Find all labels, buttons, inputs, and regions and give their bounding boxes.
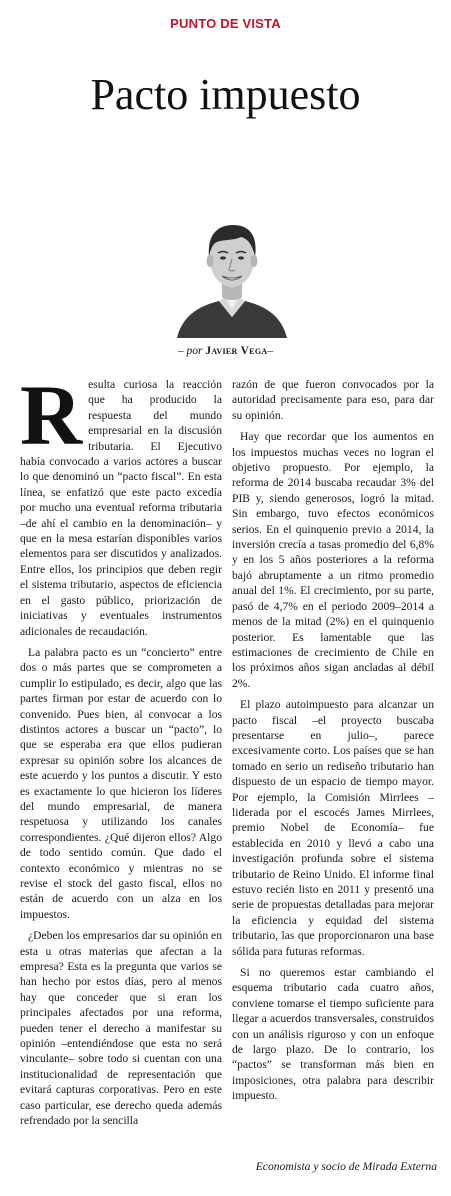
section-label: PUNTO DE VISTA xyxy=(170,16,281,31)
byline-prefix: – por xyxy=(177,345,203,357)
article-paragraph: El plazo autoimpuesto para alcanzar un pacto fiscal –el proyecto buscaba presentarse en julio–, parece excesivamente corto. Los países que se han tomado en serio un rediseño tributario han dispuesto de un espacio de tiempo mayor. Por ejemplo, la Comisión Mirrlees –liderada por el escocés James Mirrlees, premio Nobel de Economía– fue establecida en 2010 y llevó a cabo una investigación profunda sobre el sistema tributario de Reino Unido. El informe final estuvo recién listo en 2011 y presentó una serie de propuestas detalladas para mejorar la eficiencia y equidad del sistema tributario, las que proporcionaron una base sólida para futuras reformas. xyxy=(232,698,434,958)
author-credit: Economista y socio de Mirada Externa xyxy=(255,1160,437,1173)
article-paragraph: La palabra pacto es un “concierto” entre dos o más partes que se comprometen a cumplir lo estipulado, es decir, algo que las partes firman por estar de acuerdo con lo convenido. Pues bien, al convocar a los distintos actores a buscar un “pacto”, lo que se esperaba era que ellos pudieran expresar su opinión sobre los alcances de este acuerdo y los puntos a discutir. Y esto es exactamente lo que hicieron los líderes del mundo empresarial, de manera respetuosa y utilizando los canales correspondientes. ¿Qué dijeron ellos? Algo de todo sentido común. Que dado el contexto económico y mientras no se revise el stock del gasto fiscal, ellos no están de acuerdo con un alza en los impuestos. xyxy=(20,645,222,921)
article-column-left xyxy=(20,367,222,1135)
headline: Pacto impuesto xyxy=(90,70,361,120)
article-paragraph: ¿Deben los empresarios dar su opinión en esta u otras materias que afectan a la empresa? Esta es la pregunta que varios se han hecho por estos días, pero al menos hay que conceder que si eran los principales afectados por una reforma, pueden tener el derecho a manifestar su opinión –entendiéndose que esta no será vinculante– sobre todo si cuentan con una institucionalidad de representación que evitará capturas corporativas. Pero en este caso particular, ese derecho queda además refrendado por la sencilla xyxy=(20,929,222,1128)
article-paragraph: razón de que fueron convocados por la autoridad precisamente para eso, para dar su opinión. xyxy=(232,378,434,422)
article-column-right xyxy=(232,377,434,1110)
drop-cap: R xyxy=(20,367,83,463)
author-portrait xyxy=(173,213,291,338)
article-paragraph: Resulta curiosa la reacción que ha producido la respuesta del mundo empresarial en la discusión tributaria. El Ejecutivo había convocado a varios actores a buscar lo que denominó un “pacto fiscal”. En esta línea, se enfatizó que este pacto excedía por mucho una eventual reforma tributaria –de ahí el cambio en la denominación– y que en la mesa estarían disponibles varios elementos para ser discutidos y analizados. Entre ellos, los principios que deben regir el sistema tributario, aspectos de eficiencia en el gasto público, priorización de iniciativas y eventuales instrumentos adicionales de recaudación. xyxy=(20,367,222,638)
byline xyxy=(0,345,451,357)
byline-author: Javier Vega xyxy=(205,345,268,357)
byline-suffix: – xyxy=(267,345,274,357)
article-paragraph: Si no queremos estar cambiando el esquema tributario cada cuatro años, conviene tomarse el tiempo suficiente para llegar a acuerdos transversales, construidos con un análisis riguroso y con un enfoque de largo plazo. De lo contrario, los “pactos” se transforman más bien en imposiciones, otra palabra para describir impuesto. xyxy=(232,966,434,1103)
article-paragraph: Hay que recordar que los aumentos en los impuestos muchas veces no logran el objetivo propuesto. Por ejemplo, la reforma de 2014 buscaba recaudar 3% del PIB y, siendo generosos, logró la mitad. Sin embargo, tuvo efectos económicos serios. En el quinquenio previo a 2014, la inversión crecía a tasas promedio del 6,8% y en los 5 años posteriores a la reforma bajó abruptamente a un ritmo promedio anual del 1%. El crecimiento, por su parte, pasó de 4,7% en el periodo 2009–2014 a menos de la mitad (2%) en el quinquenio posterior. Es lamentable que las estimaciones de crecimiento de Chile en los próximos años sigan ancladas al débil 2%. xyxy=(232,430,434,690)
